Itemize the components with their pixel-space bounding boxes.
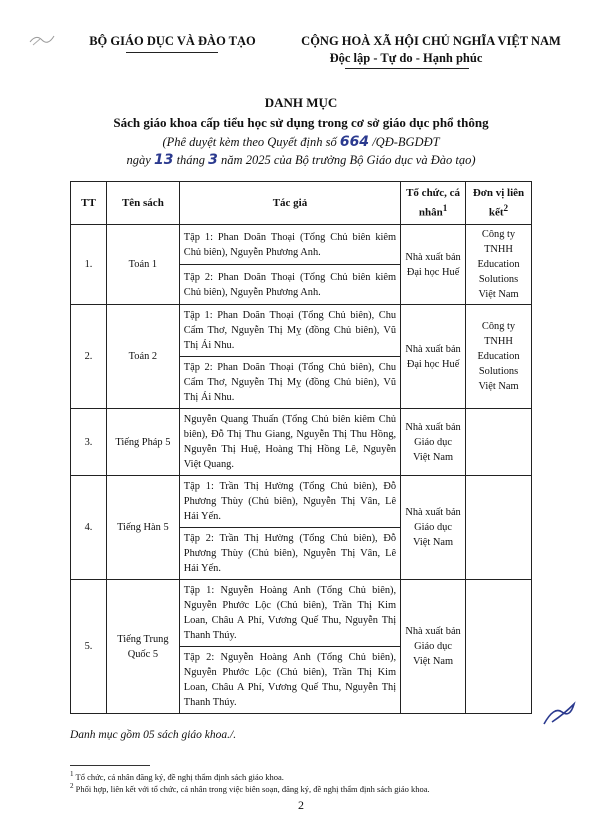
approval-month: 3 [208, 152, 218, 168]
row-partner [466, 476, 532, 580]
row-org: Nhà xuất bản Giáo dục Việt Nam [401, 476, 466, 580]
row-author: Tập 2: Phan Doãn Thoại (Tổng Chủ biên kiêm Chủ biên), Nguyễn Phương Anh. [179, 265, 400, 305]
row-name: Toán 1 [106, 225, 179, 305]
footnote-1 [70, 770, 570, 782]
approval-day: 13 [153, 152, 174, 168]
row-author: Nguyễn Quang Thuấn (Tổng Chủ biên kiêm Chủ biên), Đỗ Thị Thu Giang, Nguyễn Thị Thu Hồng, Nguyễn Thị Huệ, Hoàng Thị Hồng Lê, Nguyễn Việt Quang. [179, 409, 400, 476]
motto: Độc lập - Tự do - Hạnh phúc [329, 51, 483, 65]
header-tt: TT [71, 182, 107, 225]
row-org: Nhà xuất bản Giáo dục Việt Nam [401, 580, 466, 714]
approval-month-label: tháng [176, 153, 206, 167]
row-partner [466, 580, 532, 714]
page-number: 2 [298, 798, 304, 812]
table-row [71, 409, 532, 476]
header-partner-label: Đơn vị liên kết [472, 186, 525, 219]
ministry-name: BỘ GIÁO DỤC VÀ ĐÀO TẠO [89, 34, 256, 48]
row-name: Tiếng Pháp 5 [106, 409, 179, 476]
row-author: Tập 1: Trần Thị Hường (Tổng Chủ biên), Đỗ Phương Thùy (Chủ biên), Nguyễn Thị Vân, Lê Hải Yến. [179, 476, 400, 528]
row-tt: 4. [71, 476, 107, 580]
row-author: Tập 1: Phan Doãn Thoại (Tổng Chủ biên kiêm Chủ biên), Nguyễn Phương Anh. [179, 225, 400, 265]
footnote-1-mark: 1 [70, 770, 74, 778]
scribble-mark [28, 30, 56, 48]
row-partner [466, 409, 532, 476]
ministry-underline [126, 52, 218, 53]
approval-suffix: /QĐ-BGDĐT [372, 135, 440, 149]
header-partner [466, 182, 532, 225]
decision-number: 664 [339, 134, 370, 150]
row-author: Tập 1: Nguyễn Hoàng Anh (Tổng Chủ biên), Nguyễn Phước Lộc (Chủ biên), Trần Thị Kim Loan, Châu A Phí, Vương Quế Thu, Nguyễn Thị Thanh Thúy. [179, 580, 400, 647]
footnote-2-mark: 2 [70, 782, 74, 790]
header-author: Tác giả [179, 182, 400, 225]
row-author: Tập 2: Nguyễn Hoàng Anh (Tổng Chủ biên), Nguyễn Phước Lộc (Chủ biên), Trần Thị Kim Loan, Châu A Phí, Vương Quế Thu, Nguyễn Thị Thanh Thúy. [179, 647, 400, 714]
row-tt: 3. [71, 409, 107, 476]
approval-line-1 [0, 134, 602, 150]
textbook-table [70, 181, 532, 714]
header-org-sup: 1 [442, 202, 448, 213]
summary-text: Danh mục gồm 05 sách giáo khoa./. [70, 729, 237, 741]
doc-subtitle: Sách giáo khoa cấp tiểu học sử dụng trong cơ sở giáo dục phổ thông [113, 115, 489, 130]
table-row [71, 305, 532, 357]
row-partner: Công ty TNHH Education Solutions Việt Nam [466, 305, 532, 409]
table-row [71, 476, 532, 528]
row-org: Nhà xuất bản Đại học Huế [401, 305, 466, 409]
row-partner: Công ty TNHH Education Solutions Việt Nam [466, 225, 532, 305]
approval-line-2 [0, 152, 602, 168]
signature-squiggle [540, 700, 580, 730]
doc-title: DANH MỤC [264, 95, 338, 110]
row-name: Tiếng Hàn 5 [106, 476, 179, 580]
motto-underline [345, 68, 469, 69]
row-name: Tiếng Trung Quốc 5 [106, 580, 179, 714]
header-name: Tên sách [106, 182, 179, 225]
row-name: Toán 2 [106, 305, 179, 409]
row-tt: 2. [71, 305, 107, 409]
republic-name: CỘNG HOÀ XÃ HỘI CHỦ NGHĨA VIỆT NAM [301, 34, 561, 48]
row-author: Tập 2: Phan Doãn Thoại (Tổng Chủ biên), Chu Cẩm Thơ, Nguyễn Thị Mỵ (đồng Chủ biên), Vũ Thị Ái Nhu. [179, 357, 400, 409]
header-org [401, 182, 466, 225]
table-row [71, 225, 532, 265]
row-org: Nhà xuất bản Đại học Huế [401, 225, 466, 305]
header-org-label: Tổ chức, cá nhân [406, 186, 461, 219]
footnote-1-text: Tổ chức, cá nhân đăng ký, đề nghị thẩm định sách giáo khoa. [75, 771, 284, 782]
approval-day-label: ngày [126, 153, 151, 167]
table-header-row [71, 182, 532, 225]
footnote-2 [70, 782, 590, 794]
header-partner-sup: 2 [503, 202, 509, 213]
row-org: Nhà xuất bản Giáo dục Việt Nam [401, 409, 466, 476]
row-author: Tập 1: Phan Doãn Thoại (Tổng Chủ biên), Chu Cẩm Thơ, Nguyễn Thị Mỵ (đồng Chủ biên), Vũ Thị Ái Nhu. [179, 305, 400, 357]
footnote-2-text: Phối hợp, liên kết với tổ chức, cá nhân trong việc biên soạn, đăng ký, đề nghị thẩm định sách giáo khoa. [75, 783, 430, 794]
row-tt: 5. [71, 580, 107, 714]
footnote-separator [70, 765, 150, 766]
table-row [71, 580, 532, 647]
approval-year-text: năm 2025 của Bộ trưởng Bộ Giáo dục và Đào tạo) [221, 153, 476, 167]
row-tt: 1. [71, 225, 107, 305]
approval-prefix: (Phê duyệt kèm theo Quyết định số [162, 135, 337, 149]
row-author: Tập 2: Trần Thị Hường (Tổng Chủ biên), Đỗ Phương Thùy (Chủ biên), Nguyễn Thị Vân, Lê Hải Yến. [179, 528, 400, 580]
